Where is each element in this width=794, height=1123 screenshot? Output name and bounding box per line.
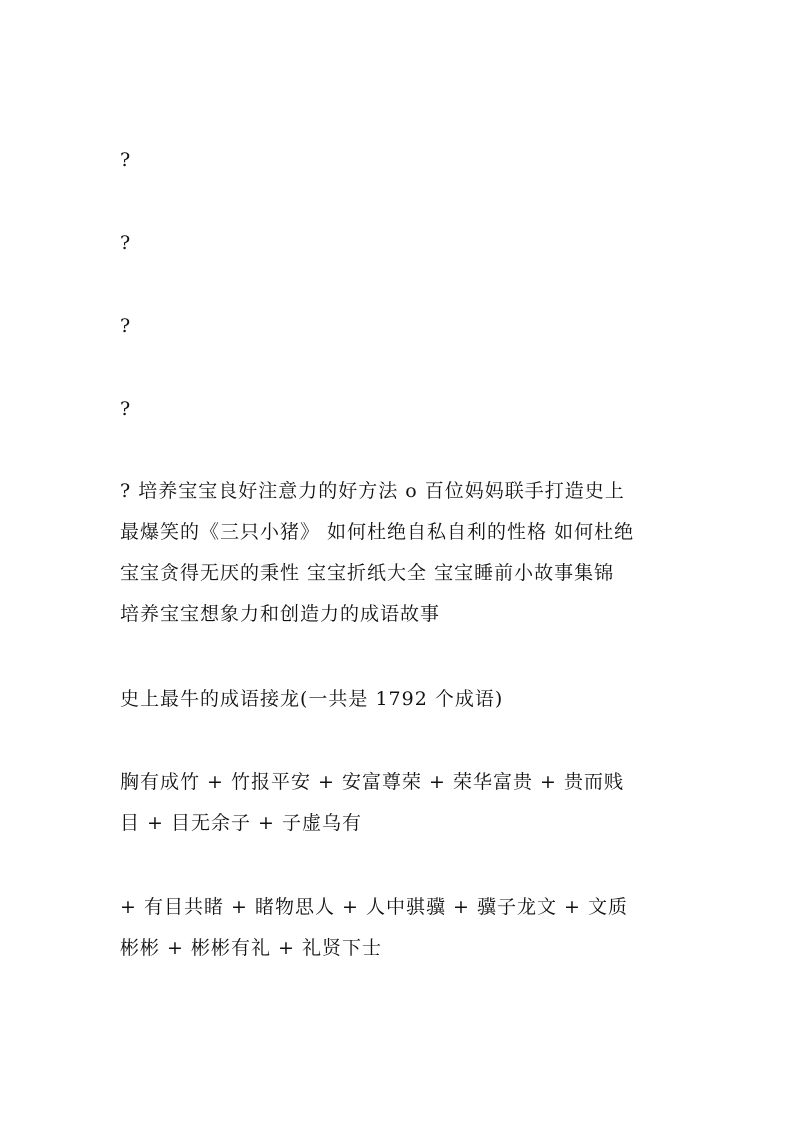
paragraph-line: 宝宝贪得无厌的秉性 宝宝折纸大全 宝宝睡前小故事集锦 xyxy=(120,562,615,584)
paragraph-line: 最爆笑的《三只小猪》 如何杜绝自私自利的性格 如何杜绝 xyxy=(120,521,635,543)
paragraph-line: + 有目共睹 + 睹物思人 + 人中骐骥 + 骥子龙文 + 文质 xyxy=(120,896,628,918)
paragraph-line: 目 + 目无余子 + 子虚乌有 xyxy=(120,812,362,834)
idiom-chain-paragraph xyxy=(120,770,676,852)
paragraph-line: 培养宝宝想象力和创造力的成语故事 xyxy=(120,603,441,625)
section-title xyxy=(120,687,676,728)
question-mark-line: ? xyxy=(120,149,131,171)
paragraph-line: 胸有成竹 + 竹报平安 + 安富尊荣 + 荣华富贵 + 贵而贱 xyxy=(120,771,624,793)
paragraph-line: ? 培养宝宝良好注意力的好方法 o 百位妈妈联手打造史上 xyxy=(120,480,625,502)
idiom-chain-paragraph xyxy=(120,895,676,977)
section-title-text: 史上最牛的成语接龙(一共是 1792 个成语) xyxy=(120,688,504,710)
question-mark-line: ? xyxy=(120,398,131,420)
question-mark-line: ? xyxy=(120,315,131,337)
paragraph-line: 彬彬 + 彬彬有礼 + 礼贤下士 xyxy=(120,937,382,959)
question-mark-line: ? xyxy=(120,232,131,254)
article-links-paragraph xyxy=(120,479,676,643)
